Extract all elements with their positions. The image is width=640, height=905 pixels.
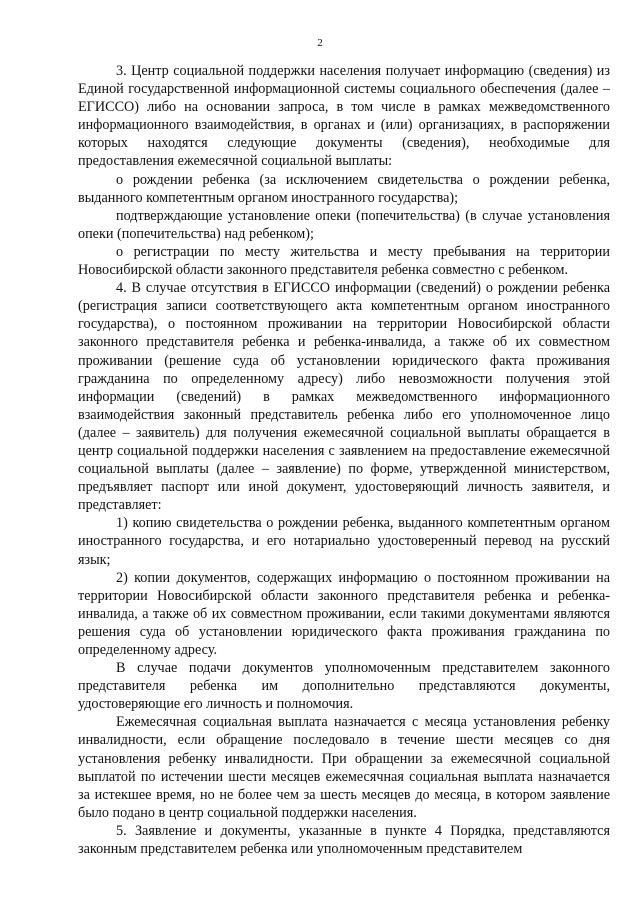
page-number: 2: [317, 37, 323, 49]
list-item-2-residence-documents: 2) копии документов, содержащих информацию о постоянном проживании на территории Новосибирской области законного представителя ребенка и ребенка-инвалида, а также об их совместном проживании, если такими документами являются решения суда об установлении юридического факта проживания гражданина по определенному адресу.: [78, 569, 610, 658]
paragraph-payment-assignment: Ежемесячная социальная выплата назначается с месяца установления ребенку инвалидности, если обращение последовало в течение шести месяцев со дня установления ребенку инвалидности. При обращении за ежемесячной социальной выплатой по истечении шести месяцев ежемесячная социальная выплата назначается за истекшее время, но не более чем за шесть месяцев до месяца, в котором заявление было подано в центр социальной поддержки населения.: [78, 714, 610, 821]
list-item-1-birth-certificate-copy: 1) копию свидетельства о рождении ребенка, выданного компетентным органом иностранного государства, и его нотариально удостоверенный перевод на русский язык;: [78, 515, 610, 568]
paragraph-guardianship-info: подтверждающие установление опеки (попечительства) (в случае установления опеки (попечительства) над ребенком);: [78, 207, 610, 242]
paragraph-registration-info: о регистрации по месту жительства и месту пребывания на территории Новосибирской области законного представителя ребенка совместно с ребенком.: [78, 243, 610, 279]
paragraph-authorized-representative: В случае подачи документов уполномоченным представителем законного представителя ребенка им дополнительно представляются документы, удостоверяющие его личность и полномочия.: [78, 660, 610, 713]
paragraph-4-absence-of-info: 4. В случае отсутствия в ЕГИССО информации (сведений) о рождении ребенка (регистрация записи соответствующего акта компетентным органом иностранного государства), о постоянном проживании на территории Новосибирской области законного представителя ребенка и ребенка-инвалида, а также об их совместном проживании (решение суда об установлении юридического факта проживания гражданина по определенному адресу) либо невозможности получения этой информации (сведений) в рамках межведомственного информационного взаимодействия законный представитель ребенка либо его уполномоченное лицо (далее – заявитель) для получения ежемесячной социальной выплаты обращается в центр социальной поддержки населения с заявлением на предоставление ежемесячной социальной выплаты (далее – заявление) по форме, утвержденной министерством, предъявляет паспорт или иной документ, удостоверяющий личность заявителя, и представляет:: [78, 280, 610, 514]
paragraph-5-submission: 5. Заявление и документы, указанные в пункте 4 Порядка, представляются законным представителем ребенка или уполномоченным представителем: [78, 822, 610, 858]
paragraph-3-center-receives-info: 3. Центр социальной поддержки населения получает информацию (сведения) из Единой государственной информационной системы социального обеспечения (далее – ЕГИССО) либо на основании запроса, в том числе в рамках межведомственного информационного взаимодействия, в органах и (или) организациях, в распоряжении которых находятся следующие документы (сведения), необходимые для предоставления ежемесячной социальной выплаты:: [78, 63, 610, 170]
paragraph-birth-info: о рождении ребенка (за исключением свидетельства о рождении ребенка, выданного компетентным органом иностранного государства);: [78, 171, 610, 206]
document-body: [78, 62, 610, 858]
